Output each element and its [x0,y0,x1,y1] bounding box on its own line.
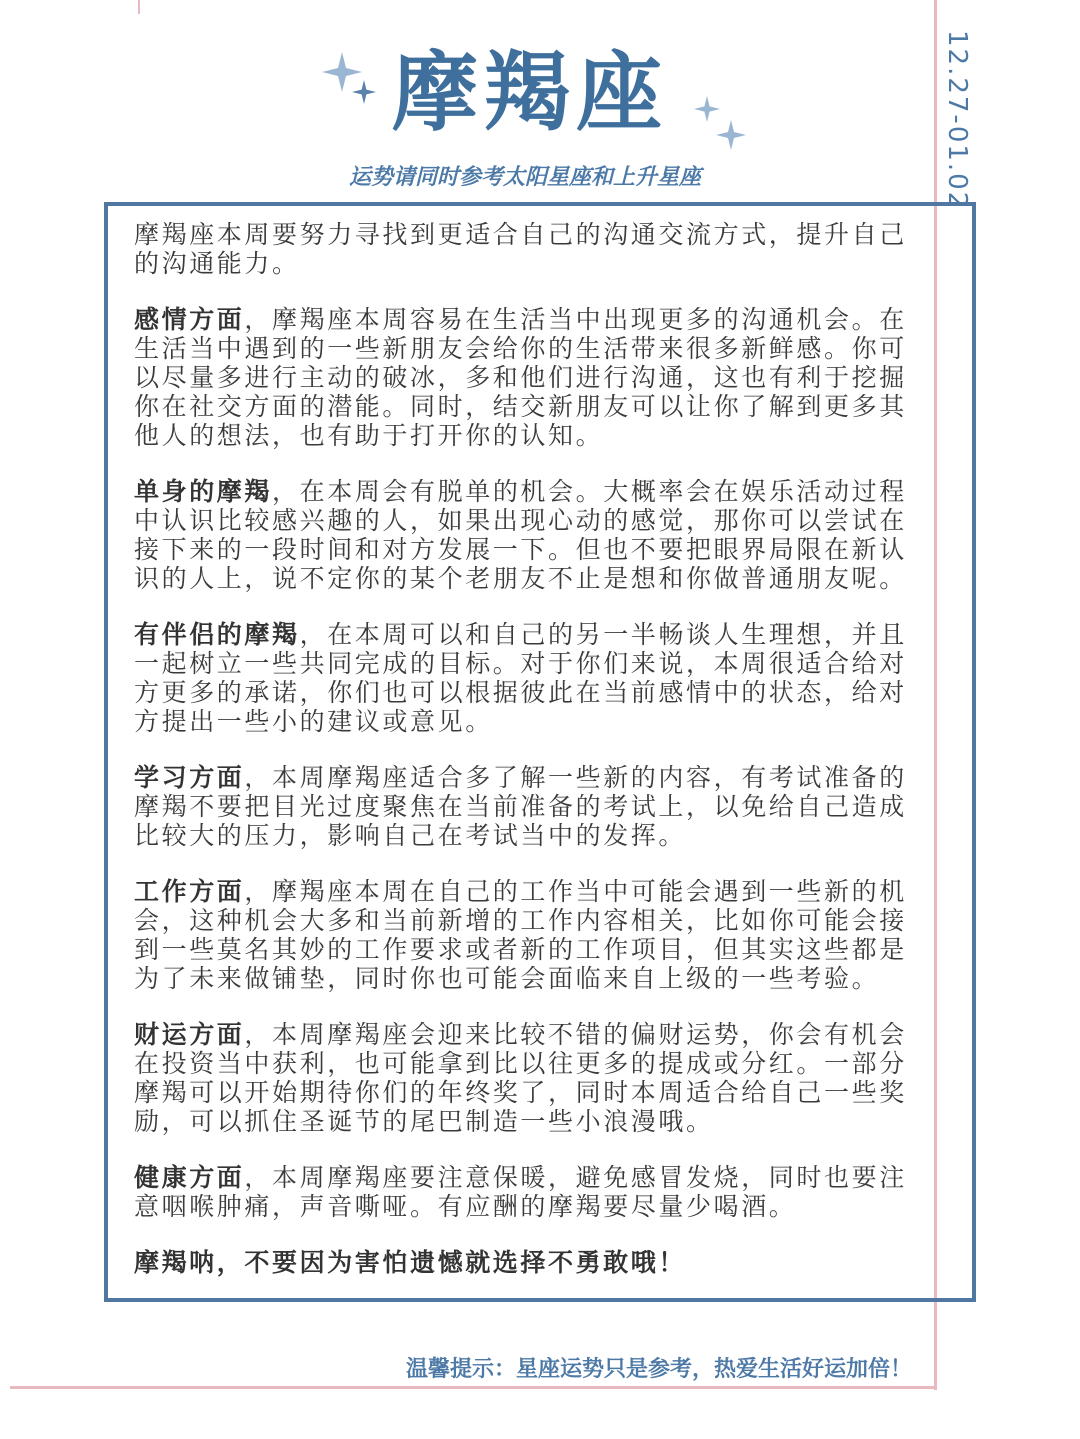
section-love [134,305,914,450]
section-wealth [134,1020,914,1136]
section-single [134,477,914,593]
section-text: ，本周摩羯座会迎来比较不错的偏财运势，你会有机会在投资当中获利，也可能拿到比以往更多的提成或分红。一部分摩羯可以开始期待你们的年终奖了，同时本周适合给自己一些奖励，可以抓住圣诞节的尾巴制造一些小浪漫哦。 [134,1020,907,1136]
section-health [134,1163,914,1221]
closing-line: 摩羯呐，不要因为害怕遗憾就选择不勇敢哦！ [134,1248,687,1277]
section-work [134,877,914,993]
section-text: ，在本周会有脱单的机会。大概率会在娱乐活动过程中认识比较感兴趣的人，如果出现心动的感觉，那你可以尝试在接下来的一段时间和对方发展一下。但也不要把眼界局限在新认识的人上，说不定你的某个老朋友不止是想和你做普通朋友呢。 [134,477,907,593]
section-heading: 健康方面 [134,1163,245,1192]
pink-horizontal-line [10,1386,937,1389]
horoscope-content [134,220,914,1304]
pink-top-tick [138,0,140,14]
section-heading: 学习方面 [134,763,245,792]
section-heading: 有伴侣的摩羯 [134,620,300,649]
section-text: ，本周摩羯座要注意保暖，避免感冒发烧，同时也要注意咽喉肿痛，声音嘶哑。有应酬的摩羯要尽量少喝酒。 [134,1163,907,1221]
footer-tip: 温馨提示：星座运势只是参考，热爱生活好运加倍！ [405,1357,912,1382]
section-heading: 单身的摩羯 [134,477,273,506]
section-heading: 工作方面 [134,877,245,906]
section-text: ，摩羯座本周容易在生活当中出现更多的沟通机会。在生活当中遇到的一些新朋友会给你的生活带来很多新鲜感。你可以尽量多进行主动的破冰，多和他们进行沟通，这也有利于挖掘你在社交方面的潜能。同时，结交新朋友可以让你了解到更多其他人的想法，也有助于打开你的认知。 [134,305,907,450]
section-text: ，在本周可以和自己的另一半畅谈人生理想，并且一起树立一些共同完成的目标。对于你们来说，本周很适合给对方更多的承诺，你们也可以根据彼此在当前感情中的状态，给对方提出一些小的建议或意见。 [134,620,907,736]
section-partnered [134,620,914,736]
section-text: ，本周摩羯座适合多了解一些新的内容，有考试准备的摩羯不要把目光过度聚焦在当前准备的考试上，以免给自己造成比较大的压力，影响自己在考试当中的发挥。 [134,763,907,850]
section-study [134,763,914,850]
section-heading: 感情方面 [134,305,245,334]
section-text: ，摩羯座本周在自己的工作当中可能会遇到一些新的机会，这种机会大多和当前新增的工作内容相关，比如你可能会接到一些莫名其妙的工作要求或者新的工作项目，但其实这些都是为了未来做铺垫，同时你也可能会面临来自上级的一些考验。 [134,877,907,993]
intro-paragraph: 摩羯座本周要努力寻找到更适合自己的沟通交流方式，提升自己的沟通能力。 [134,220,907,278]
subtitle: 运势请同时参考太阳星座和上升星座 [348,165,701,190]
section-heading: 财运方面 [134,1020,245,1049]
date-range: 12.27-01.02 [942,30,972,211]
page-title: 摩羯座 [392,43,668,143]
